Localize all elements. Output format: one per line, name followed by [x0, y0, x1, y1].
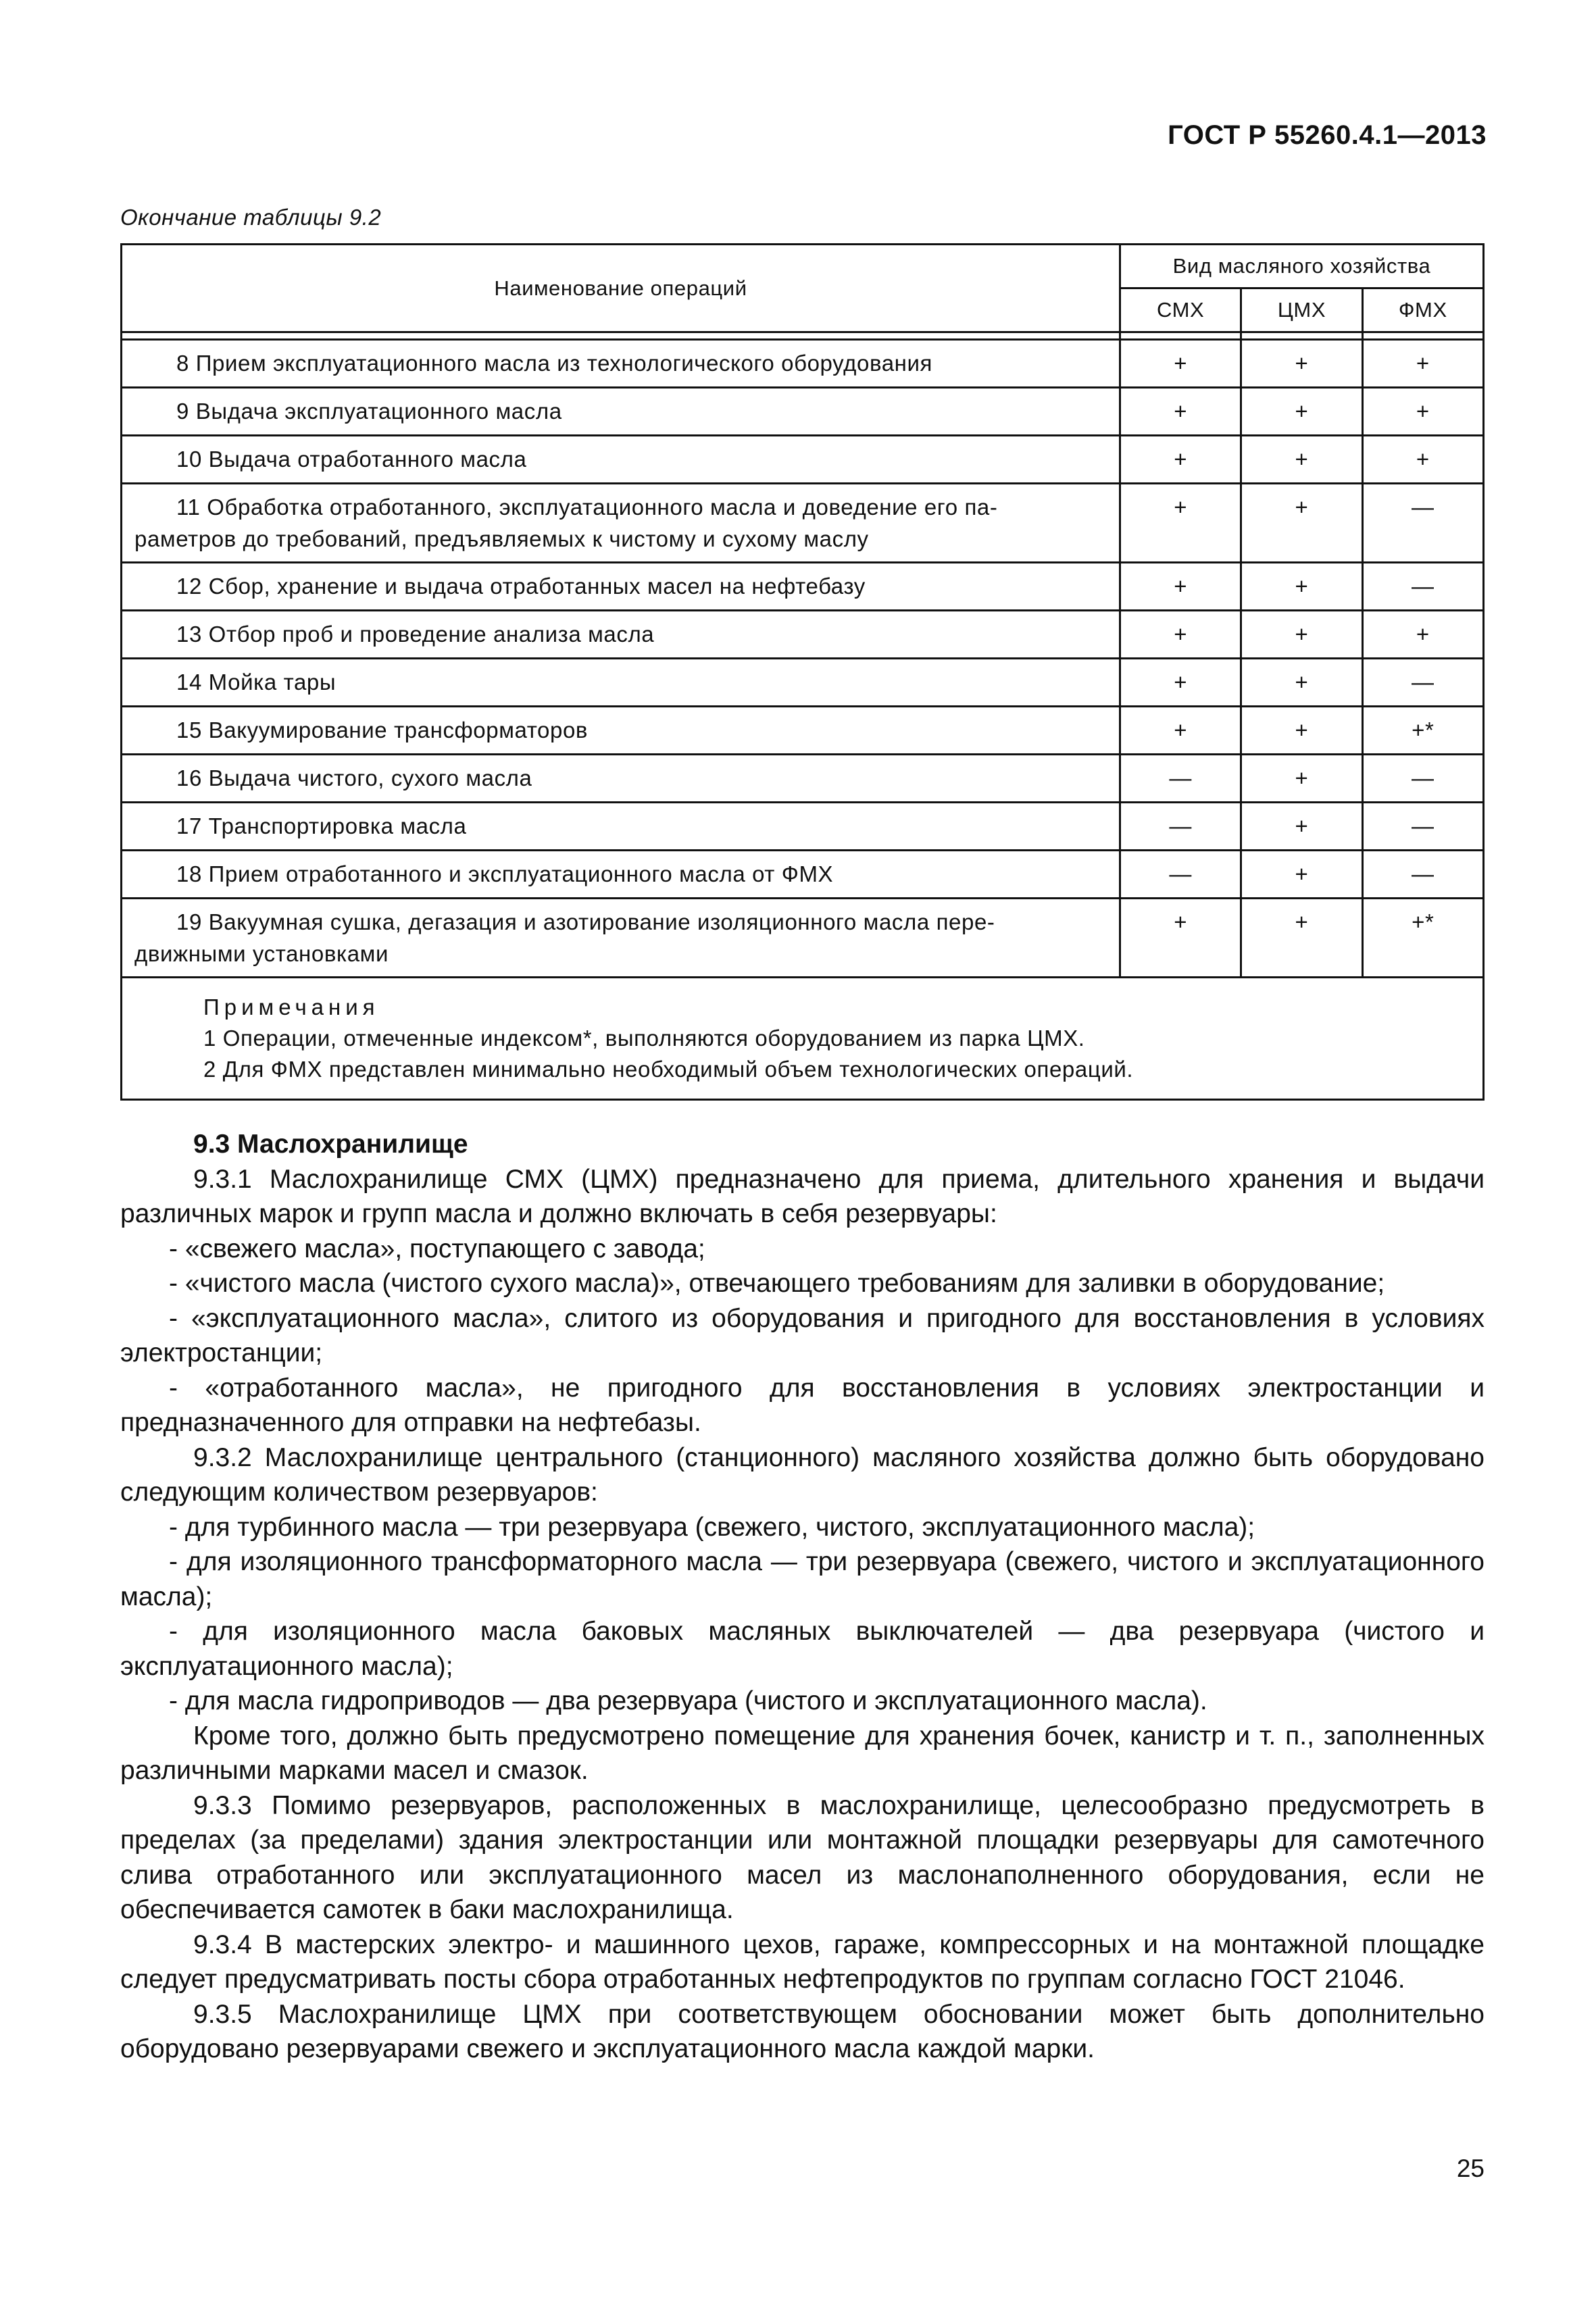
mark-cell: +*: [1362, 899, 1483, 978]
mark-cell: +*: [1362, 707, 1483, 755]
mark-cell: +: [1241, 659, 1362, 707]
operation-name: 10 Выдача отработанного масла: [122, 436, 1120, 484]
mark-cell: +: [1120, 899, 1241, 978]
list-item: - «свежего масла», поступающего с завода;: [169, 1234, 705, 1263]
paragraph: 9.3.3 Помимо резервуаров, расположенных в маслохранилище, целесообразно предусмотреть в пределах (за пределами) здания электростанции или монтажной площадки резервуары для самотечного слива отработанного или эксплуатационного масел из маслонаполненного оборудования, если не обеспечивается самотек в баки маслохранилища.: [120, 1790, 1485, 1924]
mark-cell: +: [1241, 707, 1362, 755]
paragraph: 9.3.2 Маслохранилище центрального (станционного) масляного хозяйства должно быть оборудовано следующим количеством резервуаров:: [120, 1442, 1485, 1507]
table-row: [122, 707, 1484, 755]
list-item: - для масла гидроприводов — два резервуара (чистого и эксплуатационного масла).: [169, 1686, 1207, 1715]
section-heading: 9.3 Маслохранилище: [193, 1130, 468, 1159]
table-row: [122, 388, 1484, 436]
operation-name: 12 Сбор, хранение и выдача отработанных масел на нефтебазу: [122, 563, 1120, 611]
paragraph: 9.3.4 В мастерских электро- и машинного цехов, гараже, компрессорных и на монтажной площадке следует предусматривать посты сбора отработанных нефтепродуктов по группам согласно ГОСТ 21046.: [120, 1930, 1485, 1994]
mark-cell: —: [1120, 851, 1241, 899]
list-item: - «отработанного масла», не пригодного для восстановления в условиях электростанции и предназначенного для отправки на нефтебазы.: [120, 1373, 1485, 1437]
mark-cell: —: [1362, 755, 1483, 803]
operation-name: 18 Прием отработанного и эксплуатационного масла от ФМХ: [122, 851, 1120, 899]
table-row: [122, 899, 1484, 978]
header-separator: [122, 332, 1484, 340]
table-row: [122, 340, 1484, 388]
table-notes: [122, 978, 1484, 1100]
mark-cell: +: [1241, 388, 1362, 436]
operations-table: [120, 243, 1485, 1101]
column-header-smx: СМХ: [1120, 288, 1241, 332]
table-row: [122, 563, 1484, 611]
mark-cell: +: [1120, 563, 1241, 611]
list-item: - для изоляционного трансформаторного масла — три резервуара (свежего, чистого и эксплуатационного масла);: [120, 1547, 1485, 1611]
mark-cell: +: [1241, 340, 1362, 388]
list-item: - «эксплуатационного масла», слитого из оборудования и пригодного для восстановления в условиях электростанции;: [120, 1303, 1485, 1367]
document-id: ГОСТ Р 55260.4.1—2013: [1168, 120, 1487, 150]
column-header-operations: Наименование операций: [122, 245, 1120, 332]
list-item: - для турбинного масла — три резервуара (свежего, чистого, эксплуатационного масла);: [169, 1512, 1255, 1542]
mark-cell: —: [1362, 851, 1483, 899]
mark-cell: +: [1241, 803, 1362, 851]
notes-row: [122, 978, 1484, 1100]
mark-cell: +: [1241, 899, 1362, 978]
operation-name: 15 Вакуумирование трансформаторов: [122, 707, 1120, 755]
paragraph: 9.3.5 Маслохранилище ЦМХ при соответствующем обосновании может быть дополнительно оборудовано резервуарами свежего и эксплуатационного масла каждой марки.: [120, 1999, 1485, 2063]
page-number: 25: [1456, 2155, 1485, 2182]
operation-name: 17 Транспортировка масла: [122, 803, 1120, 851]
mark-cell: +: [1120, 340, 1241, 388]
table-caption: Окончание таблицы 9.2: [120, 205, 382, 230]
mark-cell: —: [1120, 755, 1241, 803]
column-header-tsmx: ЦМХ: [1241, 288, 1362, 332]
paragraph: 9.3.1 Маслохранилище СМХ (ЦМХ) предназначено для приема, длительного хранения и выдачи различных марок и групп масла и должно включать в себя резервуары:: [120, 1164, 1485, 1228]
operation-name: 14 Мойка тары: [122, 659, 1120, 707]
paragraph: Кроме того, должно быть предусмотрено помещение для хранения бочек, канистр и т. п., заполненных различными марками масел и смазок.: [120, 1721, 1485, 1785]
mark-cell: +: [1120, 659, 1241, 707]
mark-cell: +: [1120, 388, 1241, 436]
list-item: - для изоляционного масла баковых масляных выключателей — два резервуара (чистого и эксплуатационного масла);: [120, 1617, 1485, 1681]
mark-cell: +: [1241, 851, 1362, 899]
mark-cell: +: [1241, 563, 1362, 611]
mark-cell: +: [1241, 611, 1362, 659]
table-row: [122, 803, 1484, 851]
table-row: [122, 659, 1484, 707]
column-group-header: Вид масляного хозяйства: [1120, 245, 1484, 288]
table-header-row: [122, 245, 1484, 288]
mark-cell: +: [1241, 484, 1362, 563]
operation-name: 19 Вакуумная сушка, дегазация и азотирование изоляционного масла пере- движными установками: [122, 899, 1120, 978]
mark-cell: —: [1120, 803, 1241, 851]
mark-cell: —: [1362, 803, 1483, 851]
table-row: [122, 611, 1484, 659]
mark-cell: +: [1362, 611, 1483, 659]
operation-name: 13 Отбор проб и проведение анализа масла: [122, 611, 1120, 659]
mark-cell: —: [1362, 563, 1483, 611]
mark-cell: —: [1362, 659, 1483, 707]
mark-cell: +: [1120, 611, 1241, 659]
mark-cell: +: [1362, 436, 1483, 484]
mark-cell: +: [1120, 484, 1241, 563]
mark-cell: +: [1241, 436, 1362, 484]
table-row: [122, 484, 1484, 563]
mark-cell: +: [1362, 340, 1483, 388]
mark-cell: +: [1362, 388, 1483, 436]
note-item: 2 Для ФМХ представлен минимально необходимый объем технологических операций.: [203, 1057, 1134, 1082]
operation-name: 8 Прием эксплуатационного масла из технологического оборудования: [122, 340, 1120, 388]
operation-name: 9 Выдача эксплуатационного масла: [122, 388, 1120, 436]
table-row: [122, 755, 1484, 803]
section-body: [120, 1127, 1485, 2067]
mark-cell: +: [1241, 755, 1362, 803]
operation-name: 11 Обработка отработанного, эксплуатационного масла и доведение его па- раметров до требований, предъявляемых к чистому и сухому маслу: [122, 484, 1120, 563]
list-item: - «чистого масла (чистого сухого масла)», отвечающего требованиям для заливки в оборудование;: [169, 1269, 1385, 1298]
mark-cell: —: [1362, 484, 1483, 563]
operation-name: 16 Выдача чистого, сухого масла: [122, 755, 1120, 803]
note-item: 1 Операции, отмеченные индексом*, выполняются оборудованием из парка ЦМХ.: [203, 1026, 1085, 1051]
table-row: [122, 851, 1484, 899]
column-header-fmx: ФМХ: [1362, 288, 1483, 332]
mark-cell: +: [1120, 707, 1241, 755]
notes-title: Примечания: [203, 995, 380, 1020]
mark-cell: +: [1120, 436, 1241, 484]
table-row: [122, 436, 1484, 484]
